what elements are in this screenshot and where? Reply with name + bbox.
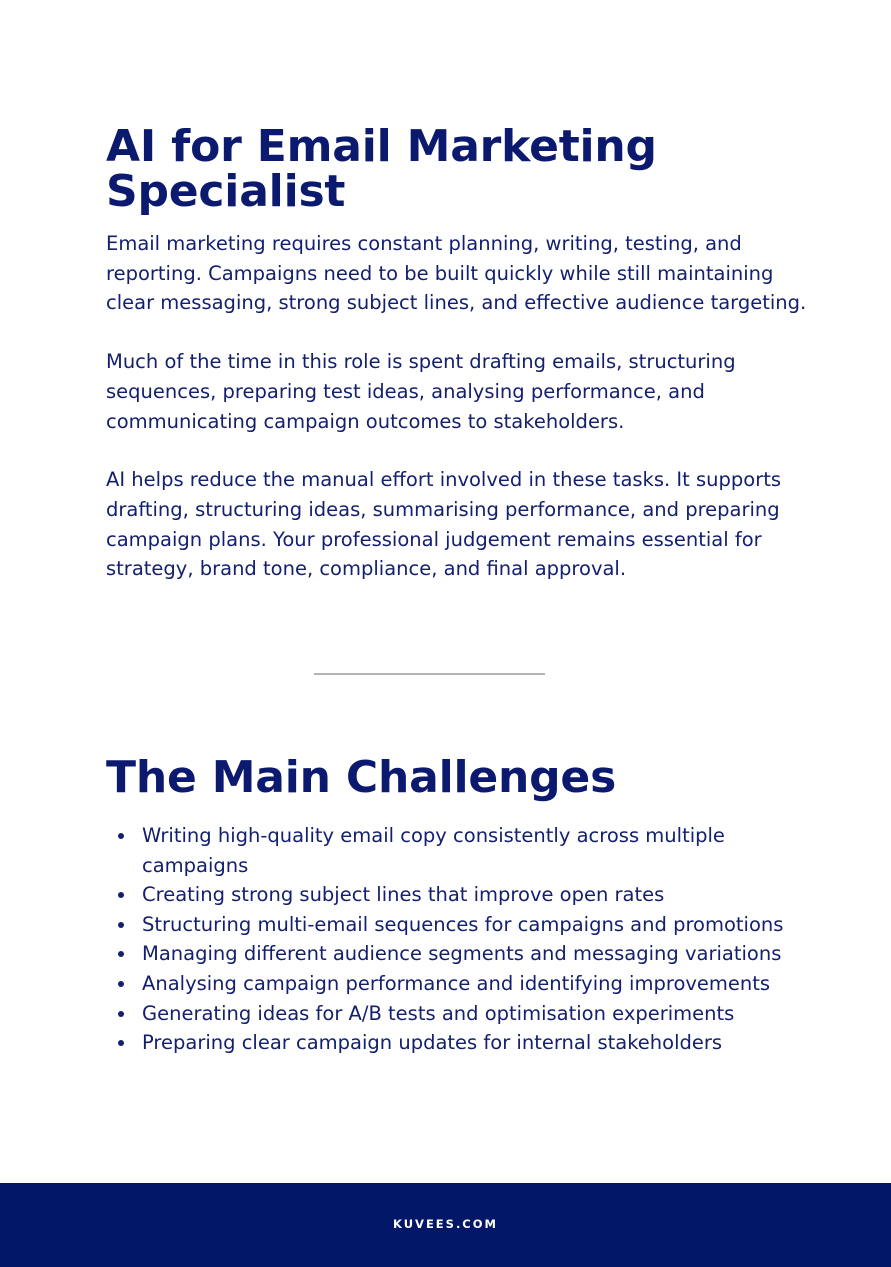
- intro-paragraph: AI helps reduce the manual effort involved in these tasks. It supports drafting, structuring ideas, summarising performance, and preparing campaign plans. Your professional judgement remains essential for strategy, brand tone, compliance, and final approval.: [106, 468, 782, 581]
- intro-paragraph: Much of the time in this role is spent drafting emails, structuring sequences, preparing test ideas, analysing performance, and communicating campaign outcomes to stakeholders.: [106, 350, 736, 433]
- footer-site-link[interactable]: KUVEES.COM: [393, 1217, 498, 1231]
- page-title: AI for Email Marketing Specialist: [106, 121, 657, 217]
- list-item-text: Analysing campaign performance and identifying improvements: [142, 971, 771, 995]
- list-item-text: Preparing clear campaign updates for internal stakeholders: [142, 1031, 723, 1055]
- bullet-icon: [118, 1011, 124, 1017]
- list-item-text: Creating strong subject lines that improve open rates: [142, 883, 665, 907]
- challenges-list: [106, 821, 826, 1058]
- list-item: [106, 1028, 826, 1058]
- list-item: [106, 880, 826, 910]
- bullet-icon: [118, 951, 124, 957]
- list-item: [106, 821, 826, 880]
- section-divider: [314, 673, 545, 675]
- footer-bar: [0, 1183, 891, 1267]
- list-item-text: Writing high-quality email copy consistently across multiple campaigns: [142, 824, 725, 877]
- bullet-icon: [118, 833, 124, 839]
- intro-section: [106, 229, 826, 613]
- bullet-icon: [118, 981, 124, 987]
- challenges-heading: The Main Challenges: [106, 752, 617, 803]
- list-item-text: Structuring multi-email sequences for campaigns and promotions: [142, 912, 784, 936]
- intro-paragraph: Email marketing requires constant planning, writing, testing, and reporting. Campaigns need to be built quickly while still maintaining clear messaging, strong subject lines, and effective audience targeting.: [106, 232, 807, 315]
- bullet-icon: [118, 1040, 124, 1046]
- list-item-text: Managing different audience segments and messaging variations: [142, 942, 782, 966]
- list-item: [106, 999, 826, 1029]
- list-item: [106, 939, 826, 969]
- bullet-icon: [118, 892, 124, 898]
- list-item: [106, 910, 826, 940]
- list-item-text: Generating ideas for A/B tests and optimisation experiments: [142, 1001, 735, 1025]
- list-item: [106, 969, 826, 999]
- bullet-icon: [118, 922, 124, 928]
